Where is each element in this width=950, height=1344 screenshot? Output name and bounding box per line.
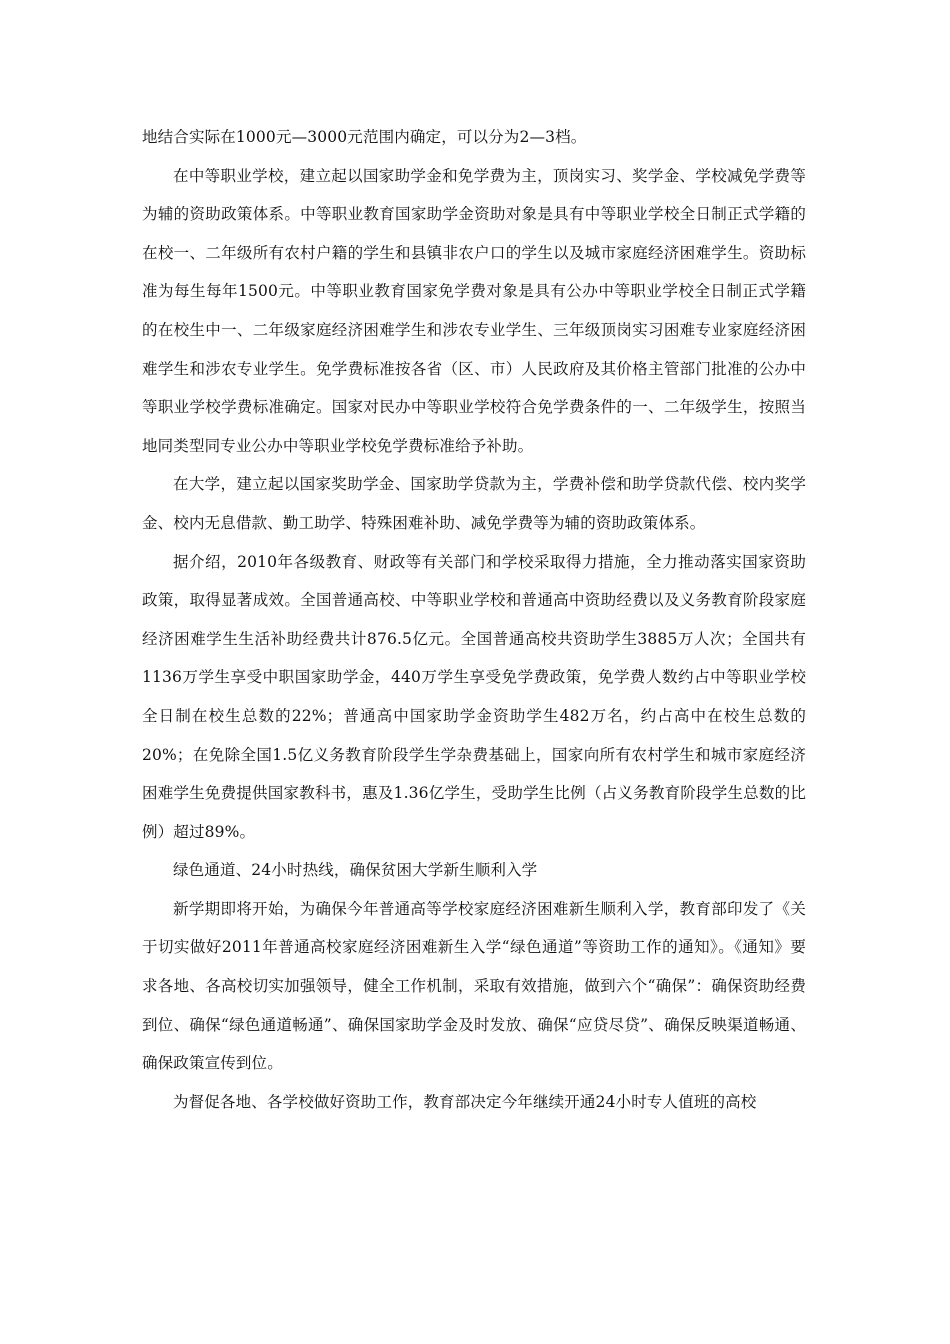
section-heading-green-channel: 绿色通道、24小时热线，确保贫困大学新生顺利入学 <box>173 861 538 880</box>
paragraph-university-aid: 在大学，建立起以国家奖助学金、国家助学贷款为主，学费补偿和助学贷款代偿、校内奖学金、校内无息借款、勤工助学、特殊困难补助、减免学费等为辅的资助政策体系。 <box>142 475 806 532</box>
document-body <box>142 118 806 1121</box>
paragraph-2010-results: 据介绍，2010年各级教育、财政等有关部门和学校采取得力措施，全力推动落实国家资助政策，取得显著成效。全国普通高校、中等职业学校和普通高中资助经费以及义务教育阶段家庭经济困难学生生活补助经费共计876.5亿元。全国普通高校共资助学生3885万人次；全国共有1136万学生享受中职国家助学金，440万学生享受免学费政策，免学费人数约占中等职业学校全日制在校生总数的22%；普通高中国家助学金资助学生482万名，约占高中在校生总数的20%；在免除全国1.5亿义务教育阶段学生学杂费基础上，国家向所有农村学生和城市家庭经济困难学生免费提供国家教科书，惠及1.36亿学生，受助学生比例（占义务教育阶段学生总数的比例）超过89%。 <box>142 552 806 841</box>
paragraph-hotline: 为督促各地、各学校做好资助工作，教育部决定今年继续开通24小时专人值班的高校 <box>173 1092 757 1111</box>
paragraph-vocational-school-aid: 在中等职业学校，建立起以国家助学金和免学费为主，顶岗实习、奖学金、学校减免学费等为辅的资助政策体系。中等职业教育国家助学金资助对象是具有中等职业学校全日制正式学籍的在校一、二年级所有农村户籍的学生和县镇非农户口的学生以及城市家庭经济困难学生。资助标准为每生每年1500元。中等职业教育国家免学费对象是具有公办中等职业学校全日制正式学籍的在校生中一、二年级家庭经济困难学生和涉农专业学生、三年级顶岗实习困难专业家庭经济困难学生和涉农专业学生。免学费标准按各省（区、市）人民政府及其价格主管部门批准的公办中等职业学校学费标准确定。国家对民办中等职业学校符合免学费条件的一、二年级学生，按照当地同类型同专业公办中等职业学校免学费标准给予补助。 <box>142 166 806 455</box>
paragraph-continuation: 地结合实际在1000元—3000元范围内确定，可以分为2—3档。 <box>142 128 587 146</box>
paragraph-new-semester-notice: 新学期即将开始，为确保今年普通高等学校家庭经济困难新生顺利入学，教育部印发了《关于切实做好2011年普通高校家庭经济困难新生入学“绿色通道”等资助工作的通知》。《通知》要求各地、各高校切实加强领导，健全工作机制，采取有效措施，做到六个“确保”：确保资助经费到位、确保“绿色通道畅通”、确保国家助学金及时发放、确保“应贷尽贷”、确保反映渠道畅通、确保政策宣传到位。 <box>142 899 806 1073</box>
